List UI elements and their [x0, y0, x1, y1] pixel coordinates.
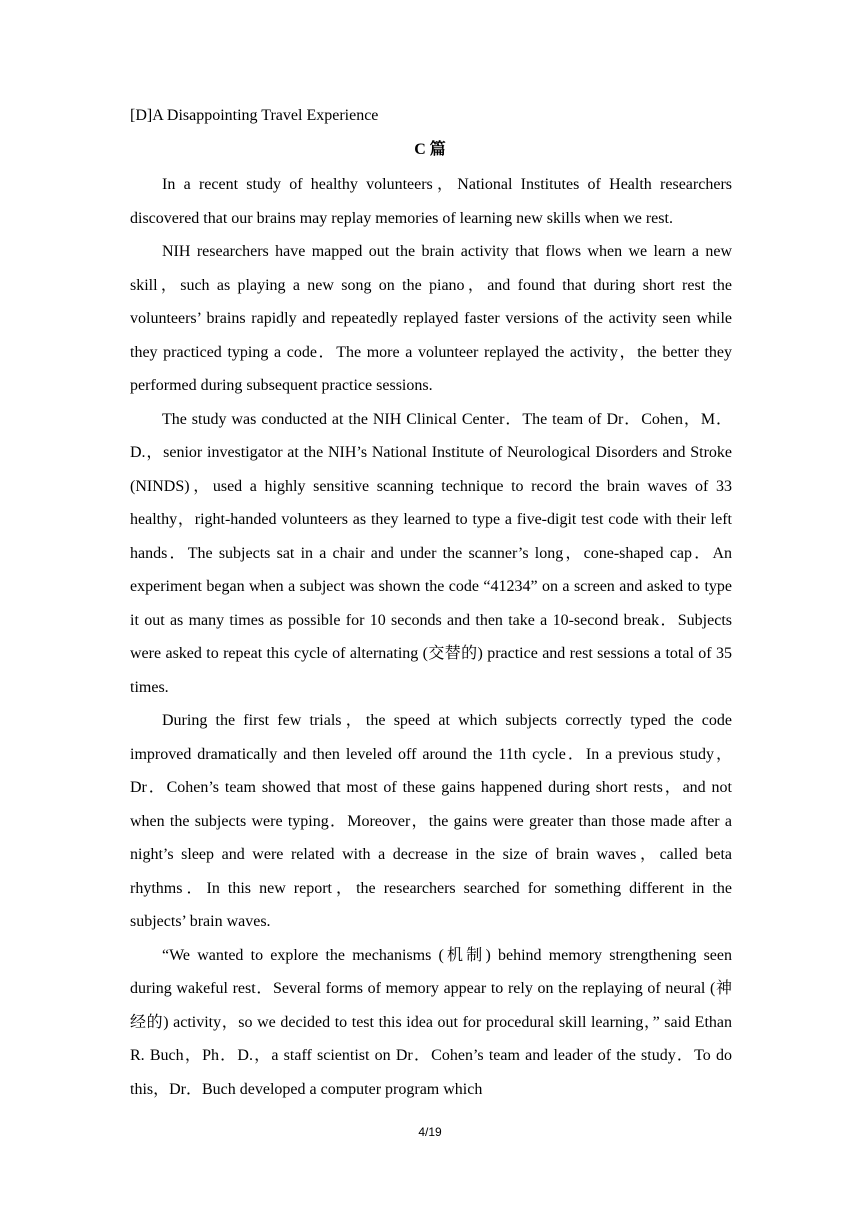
paragraph-2: NIH researchers have mapped out the brain activity that flows when we learn a new skill，such as playing a new song on the piano，and found that during short rest the volunteers’ brains rapidly and repeatedly replayed faster versions of the activity seen while they practiced typing a code．The more a volunteer replayed the activity，the better they performed during subsequent practice sessions.	[130, 243, 732, 394]
paragraph-5: “We wanted to explore the mechanisms (机制) behind memory strengthening seen during wakeful rest．Several forms of memory appear to rely on the replaying of neural (神经的) activity，so we decided to test this idea out for procedural skill learning，” said Ethan R. Buch，Ph．D.，a staff scientist on Dr．Cohen’s team and leader of the study．To do this，Dr．Buch developed a computer program which	[130, 946, 732, 1098]
paragraph-3: The study was conducted at the NIH Clinical Center．The team of Dr．Cohen，M．D.，senior investigator at the NIH’s National Institute of Neurological Disorders and Stroke (NINDS)，used a highly sensitive scanning technique to record the brain waves of 33 healthy，right-handed volunteers as they learned to type a five-digit test code with their left hands．The subjects sat in a chair and under the scanner’s long，cone-shaped cap．An experiment began when a subject was shown the code “41234” on a screen and asked to type it out as many times as possible for 10 seconds and then take a 10-second break．Subjects were asked to repeat this cycle of alternating (交替的) practice and rest sessions a total of 35 times.	[130, 410, 732, 696]
answer-option-d: [D]A Disappointing Travel Experience	[130, 107, 379, 124]
paragraph-4: During the first few trials，the speed at which subjects correctly typed the code improved dramatically and then leveled off around the 11th cycle．In a previous study，Dr．Cohen’s team showed that most of these gains happened during short rests，and not when the subjects were typing．Moreover，the gains were greater than those made after a night’s sleep and were related with a decrease in the size of brain waves，called beta rhythms．In this new report，the researchers searched for something different in the subjects’ brain waves.	[130, 712, 732, 930]
section-title: C 篇	[414, 141, 446, 158]
page-number: 4/19	[418, 1125, 442, 1139]
passage-body	[130, 168, 732, 1106]
paragraph-1: In a recent study of healthy volunteers，National Institutes of Health researchers discovered that our brains may replay memories of learning new skills when we rest.	[130, 176, 732, 227]
